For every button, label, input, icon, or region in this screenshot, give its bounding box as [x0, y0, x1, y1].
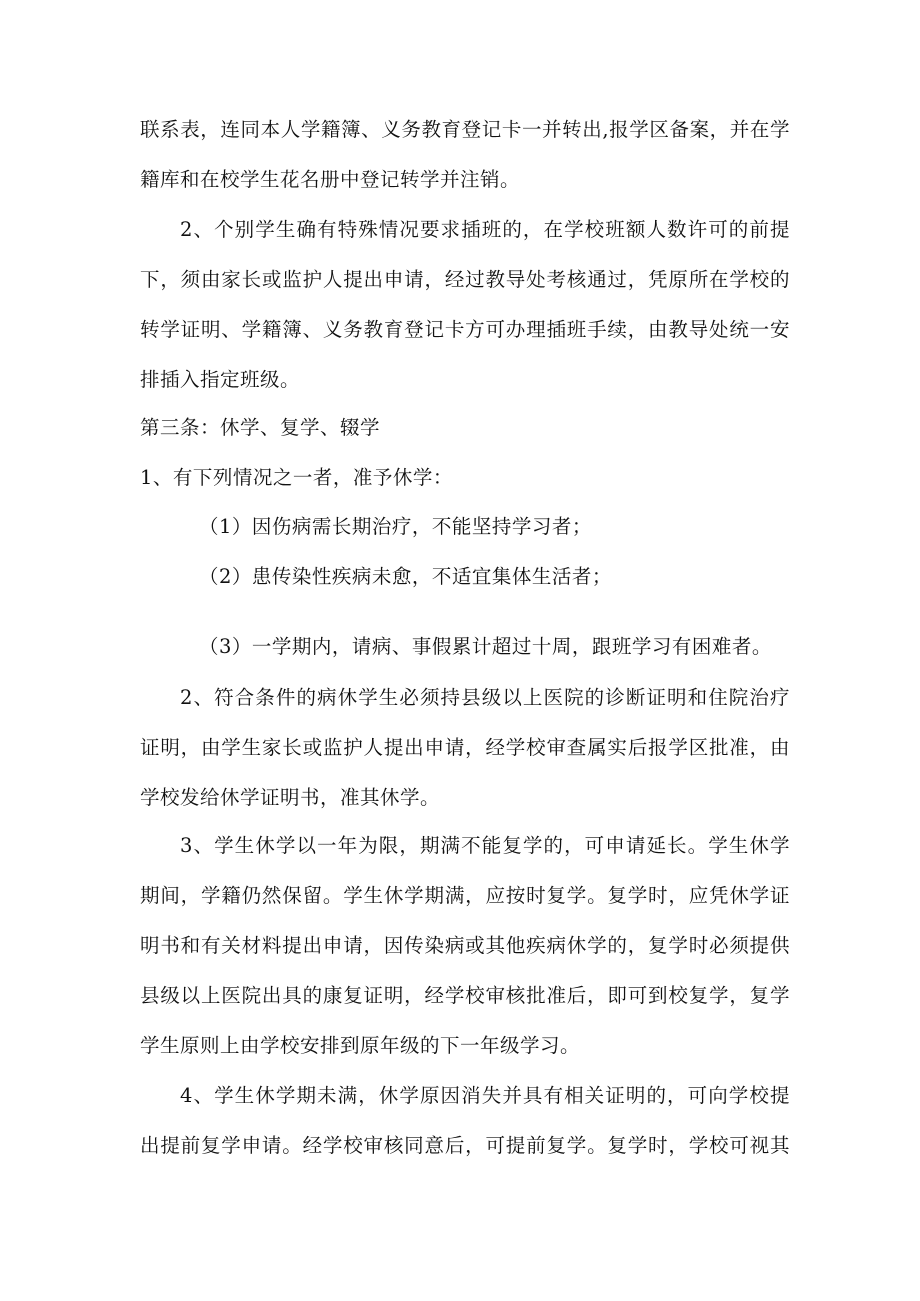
text-line-1: 联系表，连同本人学籍簿、义务教育登记卡一并转出,报学区备案，并在学: [140, 118, 790, 141]
text-line-14: 学校发给休学证明书，准其休学。: [140, 786, 441, 809]
text-line-8: 1、有下列情况之一者，准予休学：: [140, 466, 453, 489]
section-heading: 第三条：休学、复学、辍学: [140, 416, 381, 439]
text-line-21: 出提前复学申请。经学校审核同意后，可提前复学。复学时，学校可视其: [140, 1134, 790, 1157]
text-line-17: 明书和有关材料提出申请，因传染病或其他疾病休学的，复学时必须提供: [140, 934, 790, 957]
text-line-4: 下，须由家长或监护人提出申请，经过教导处考核通过，凭原所在学校的: [140, 268, 790, 291]
text-line-5: 转学证明、学籍簿、义务教育登记卡方可办理插班手续，由教导处统一安: [140, 318, 790, 341]
list-item-2: （2）患传染性疾病未愈，不适宜集体生活者；: [199, 565, 612, 588]
list-item-1: （1）因伤病需长期治疗，不能坚持学习者；: [199, 515, 592, 538]
text-line-18: 县级以上医院出具的康复证明，经学校审核批准后，即可到校复学，复学: [140, 984, 790, 1007]
text-line-16: 期间，学籍仍然保留。学生休学期满，应按时复学。复学时，应凭休学证: [140, 884, 790, 907]
text-line-20: 4、学生休学期未满，休学原因消失并具有相关证明的，可向学校提: [180, 1084, 790, 1107]
text-line-19: 学生原则上由学校安排到原年级的下一年级学习。: [140, 1034, 581, 1057]
text-line-2: 籍库和在校学生花名册中登记转学并注销。: [140, 168, 521, 191]
text-line-6: 排插入指定班级。: [140, 368, 301, 391]
text-line-3: 2、个别学生确有特殊情况要求插班的，在学校班额人数许可的前提: [180, 218, 790, 241]
list-item-3: （3）一学期内，请病、事假累计超过十周，跟班学习有困难者。: [199, 635, 772, 658]
text-line-13: 证明，由学生家长或监护人提出申请，经学校审查属实后报学区批准，由: [140, 736, 790, 759]
text-line-12: 2、符合条件的病休学生必须持县级以上医院的诊断证明和住院治疗: [180, 686, 790, 709]
text-line-15: 3、学生休学以一年为限，期满不能复学的，可申请延长。学生休学: [180, 834, 790, 857]
